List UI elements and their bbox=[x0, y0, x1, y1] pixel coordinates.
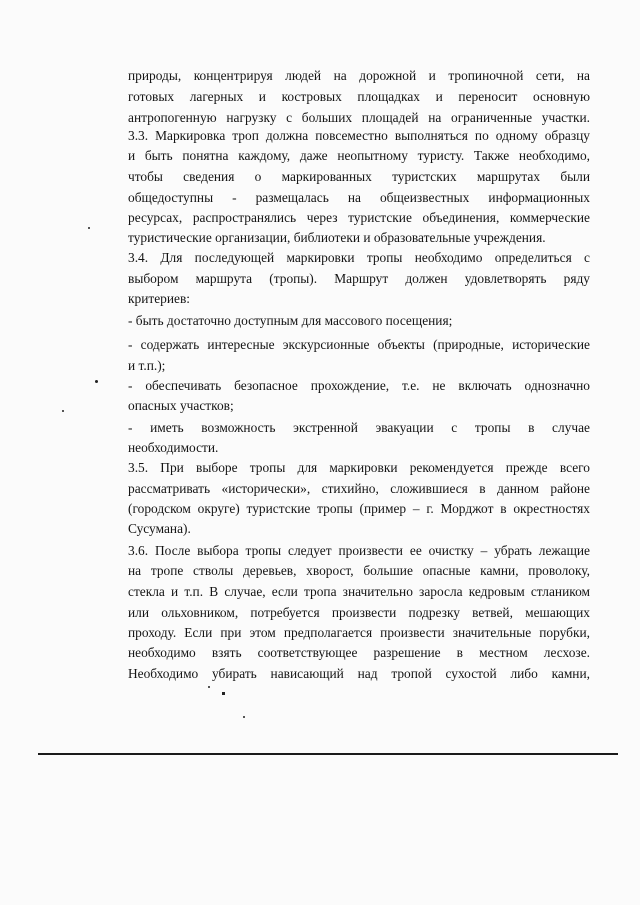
text-line: 3.6. После выбора тропы следует произвести ее очистку – убрать лежащие bbox=[128, 543, 590, 558]
scan-speck bbox=[95, 380, 98, 383]
text-line: критериев: bbox=[128, 291, 191, 306]
text-line: - обеспечивать безопасное прохождение, т.е. не включать однозначно bbox=[128, 378, 590, 393]
text-line: 3.5. При выборе тропы для маркировки рекомендуется прежде всего bbox=[128, 460, 590, 475]
text-line: на тропе стволы деревьев, хворост, большие опасные камни, проволоку, bbox=[128, 563, 590, 578]
text-line: чтобы сведения о маркированных туристских маршрутах были bbox=[128, 169, 590, 184]
text-line: (городском округе) туристские тропы (пример – г. Морджот в окрестностях bbox=[128, 501, 590, 516]
scan-speck bbox=[222, 692, 225, 695]
text-line: - иметь возможность экстренной эвакуации с тропы в случае bbox=[128, 420, 590, 435]
text-line: Необходимо убирать нависающий над тропой сухостой либо камни, bbox=[128, 666, 590, 681]
text-line: выбором маршрута (тропы). Маршрут должен удовлетворять ряду bbox=[128, 271, 590, 286]
text-line: готовых лагерных и костровых площадках и переносит основную bbox=[128, 89, 590, 104]
scan-speck bbox=[243, 716, 245, 718]
text-line: проходу. Если при этом предполагается произвести значительные порубки, bbox=[128, 625, 590, 640]
text-line: антропогенную нагрузку с больших площадей на ограниченные участки. bbox=[128, 110, 590, 125]
horizontal-rule bbox=[38, 753, 618, 755]
text-line: - быть достаточно доступным для массового посещения; bbox=[128, 313, 453, 328]
text-line: стекла и т.п. В случае, если тропа значительно заросла кедровым стлаником bbox=[128, 584, 590, 599]
text-line: природы, концентрируя людей на дорожной и тропиночной сети, на bbox=[128, 68, 590, 83]
text-line: или ольховником, потребуется произвести подрезку ветвей, мешающих bbox=[128, 605, 590, 620]
text-line: и т.п.); bbox=[128, 358, 166, 373]
text-line: 3.4. Для последующей маркировки тропы необходимо определиться с bbox=[128, 250, 590, 265]
text-line: рассматривать «исторически», стихийно, сложившиеся в данном районе bbox=[128, 481, 590, 496]
text-line: туристические организации, библиотеки и образовательные учреждения. bbox=[128, 230, 546, 245]
text-line: и быть понятна каждому, даже неопытному туристу. Также необходимо, bbox=[128, 148, 590, 163]
scan-speck bbox=[208, 686, 210, 688]
text-line: Сусумана). bbox=[128, 521, 191, 536]
text-line: необходимости. bbox=[128, 440, 219, 455]
scan-speck bbox=[88, 227, 90, 229]
text-line: общедоступны - размещалась на общеизвестных информационных bbox=[128, 190, 590, 205]
text-line: - содержать интересные экскурсионные объекты (природные, исторические bbox=[128, 337, 590, 352]
text-line: ресурсах, распространялись через туристские объединения, коммерческие bbox=[128, 210, 590, 225]
text-line: 3.3. Маркировка троп должна повсеместно выполняться по одному образцу bbox=[128, 128, 590, 143]
text-line: необходимо взять соответствующее разрешение в местном лесхозе. bbox=[128, 645, 590, 660]
scan-speck bbox=[62, 410, 64, 412]
text-line: опасных участков; bbox=[128, 398, 234, 413]
